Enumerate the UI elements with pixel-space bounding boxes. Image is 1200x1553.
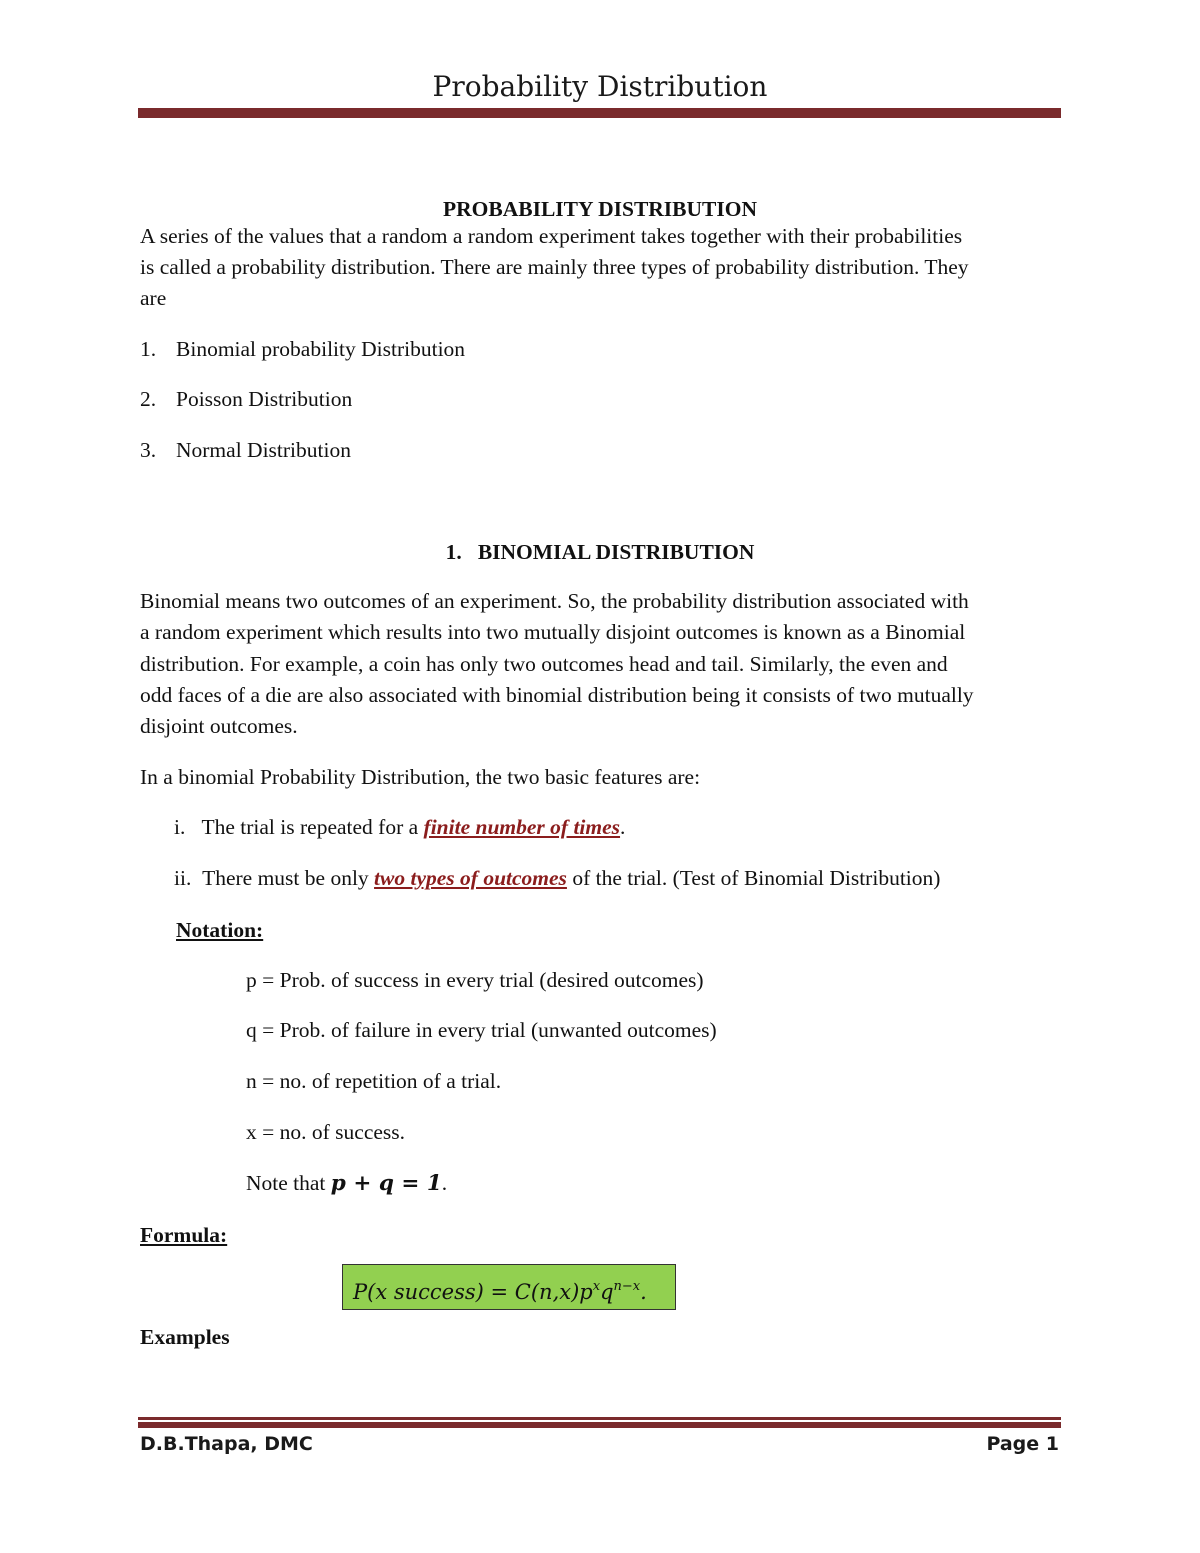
notation-item: n = no. of repetition of a trial. xyxy=(246,1069,502,1093)
list-label: Normal Distribution xyxy=(176,438,351,462)
formula-end: . xyxy=(640,1280,647,1304)
list-number: 2. xyxy=(140,387,157,411)
note-suffix: . xyxy=(441,1171,448,1195)
notation-label: Notation: xyxy=(176,918,264,942)
feature-text-end: of the trial. (Test of Binomial Distribution) xyxy=(566,866,941,890)
note-line xyxy=(246,1171,447,1196)
notation-item: p = Prob. of success in every trial (desired outcomes) xyxy=(246,968,704,992)
formula-q: q xyxy=(600,1280,614,1304)
intro-line-1: A series of the values that a random a random experiment takes together with their probabilities xyxy=(140,224,963,248)
notation-item: x = no. of success. xyxy=(246,1120,406,1144)
feature-text-end: . xyxy=(620,815,626,839)
binomial-heading xyxy=(0,540,1200,565)
footer-rule-thin xyxy=(138,1417,1061,1420)
list-number: 3. xyxy=(140,438,157,462)
feature-item xyxy=(174,866,940,891)
list-number: 1. xyxy=(140,337,157,361)
formula-label: Formula: xyxy=(140,1223,228,1247)
feature-item xyxy=(174,815,625,840)
feature-emphasis: finite number of times xyxy=(423,815,621,839)
intro-line-3: are xyxy=(140,286,167,310)
feature-text: The trial is repeated for a xyxy=(201,815,424,839)
feature-number: i. xyxy=(174,815,186,839)
binomial-para-line: odd faces of a die are also associated with binomial distribution being it consists of two mutually xyxy=(140,683,974,707)
features-intro: In a binomial Probability Distribution, the two basic features are: xyxy=(140,765,701,789)
footer-author: D.B.Thapa, DMC xyxy=(140,1433,313,1455)
formula-exponent-n-minus-x: n−x xyxy=(613,1279,641,1294)
list-item xyxy=(140,337,465,362)
feature-number: ii. xyxy=(174,866,192,890)
feature-text: There must be only xyxy=(202,866,375,890)
binomial-para-line: Binomial means two outcomes of an experiment. So, the probability distribution associated with xyxy=(140,589,969,613)
list-item xyxy=(140,438,351,463)
formula-exponent-x: x xyxy=(592,1279,601,1294)
intro-line-2: is called a probability distribution. There are mainly three types of probability distribution. They xyxy=(140,255,969,279)
footer-page-number: Page 1 xyxy=(986,1433,1059,1455)
binomial-heading-number: 1. xyxy=(445,540,462,564)
page-header-title: Probability Distribution xyxy=(432,70,768,103)
binomial-para-line: disjoint outcomes. xyxy=(140,714,298,738)
examples-label: Examples xyxy=(140,1325,230,1349)
binomial-heading-label: BINOMIAL DISTRIBUTION xyxy=(477,540,755,564)
list-item xyxy=(140,387,352,412)
note-prefix: Note that xyxy=(246,1171,331,1195)
formula-lhs: P(x success) = C(n,x)p xyxy=(353,1280,593,1304)
binomial-para-line: a random experiment which results into two mutually disjoint outcomes is known as a Binomial xyxy=(140,620,966,644)
footer-rule-thick xyxy=(138,1422,1061,1428)
list-label: Poisson Distribution xyxy=(176,387,353,411)
binomial-para-line: distribution. For example, a coin has only two outcomes head and tail. Similarly, the even and xyxy=(140,652,948,676)
list-label: Binomial probability Distribution xyxy=(176,337,466,361)
note-math: p + q = 1 xyxy=(330,1171,442,1196)
feature-emphasis: two types of outcomes xyxy=(374,866,567,890)
formula-box xyxy=(342,1264,676,1310)
header-rule xyxy=(138,108,1061,118)
notation-item: q = Prob. of failure in every trial (unwanted outcomes) xyxy=(246,1018,717,1042)
section-title: PROBABILITY DISTRIBUTION xyxy=(442,197,758,221)
